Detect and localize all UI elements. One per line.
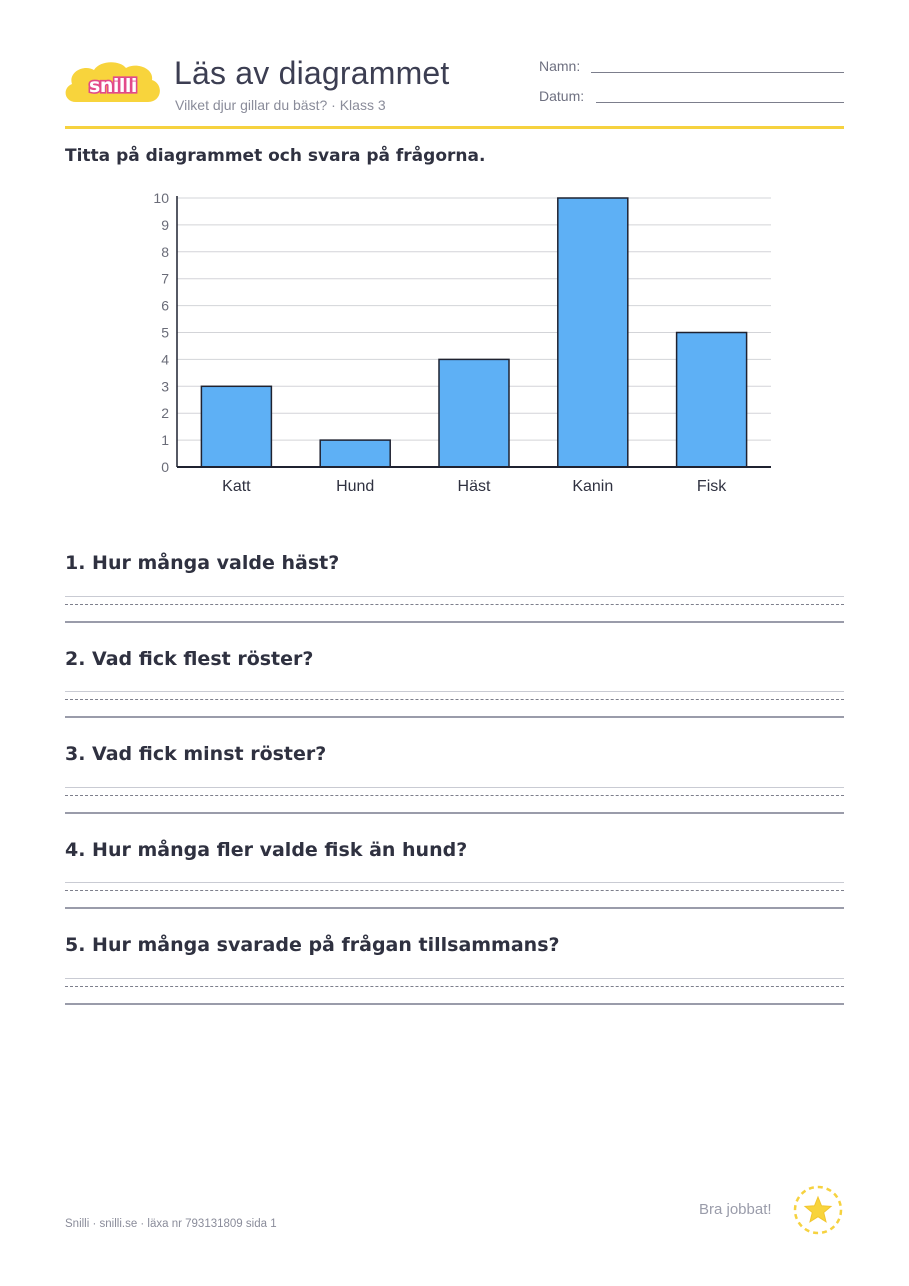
y-tick-label: 9 bbox=[161, 216, 169, 233]
bar-kanin bbox=[558, 198, 628, 467]
logo-text: snilli bbox=[89, 75, 137, 97]
answer-lines-1[interactable] bbox=[65, 596, 844, 624]
page-subtitle: Vilket djur gillar du bäst? · Klass 3 bbox=[175, 97, 386, 113]
answer-lines-3[interactable] bbox=[65, 787, 844, 815]
bar-chart bbox=[0, 0, 909, 520]
y-tick-label: 10 bbox=[153, 190, 169, 206]
y-tick-label: 6 bbox=[161, 297, 169, 314]
y-tick-label: 2 bbox=[161, 405, 169, 422]
name-label: Namn: bbox=[539, 58, 581, 74]
y-tick-label: 5 bbox=[161, 324, 169, 341]
x-tick-label: Häst bbox=[457, 478, 491, 495]
date-label: Datum: bbox=[539, 88, 585, 104]
instruction-text: Titta på diagrammet och svara på frågorna. bbox=[65, 146, 486, 166]
y-tick-label: 0 bbox=[161, 459, 169, 475]
star-icon bbox=[792, 1184, 844, 1236]
praise-text: Bra jobbat! bbox=[699, 1201, 772, 1218]
y-tick-label: 3 bbox=[161, 378, 169, 395]
bar-häst bbox=[439, 359, 509, 467]
x-tick-label: Kanin bbox=[572, 478, 614, 495]
bar-hund bbox=[320, 440, 390, 467]
question-1: 1. Hur många valde häst? bbox=[65, 552, 340, 574]
bar-fisk bbox=[677, 333, 747, 468]
page-title: Läs av diagrammet bbox=[174, 55, 450, 91]
answer-lines-4[interactable] bbox=[65, 882, 844, 910]
footer-text: Snilli · snilli.se · läxa nr 793131809 sida 1 bbox=[65, 1218, 277, 1230]
question-5: 5. Hur många svarade på frågan tillsammans? bbox=[65, 934, 560, 956]
x-tick-label: Katt bbox=[222, 478, 251, 495]
x-tick-label: Fisk bbox=[696, 478, 727, 495]
y-tick-label: 8 bbox=[161, 243, 169, 260]
question-4: 4. Hur många fler valde fisk än hund? bbox=[65, 839, 468, 861]
y-tick-label: 7 bbox=[161, 270, 169, 287]
x-tick-label: Hund bbox=[336, 478, 375, 495]
answer-lines-5[interactable] bbox=[65, 978, 844, 1006]
question-3: 3. Vad fick minst röster? bbox=[65, 743, 327, 765]
y-tick-label: 4 bbox=[161, 351, 169, 368]
bar-katt bbox=[201, 386, 271, 467]
answer-lines-2[interactable] bbox=[65, 691, 844, 719]
y-tick-label: 1 bbox=[161, 432, 169, 449]
question-2: 2. Vad fick flest röster? bbox=[65, 648, 314, 670]
